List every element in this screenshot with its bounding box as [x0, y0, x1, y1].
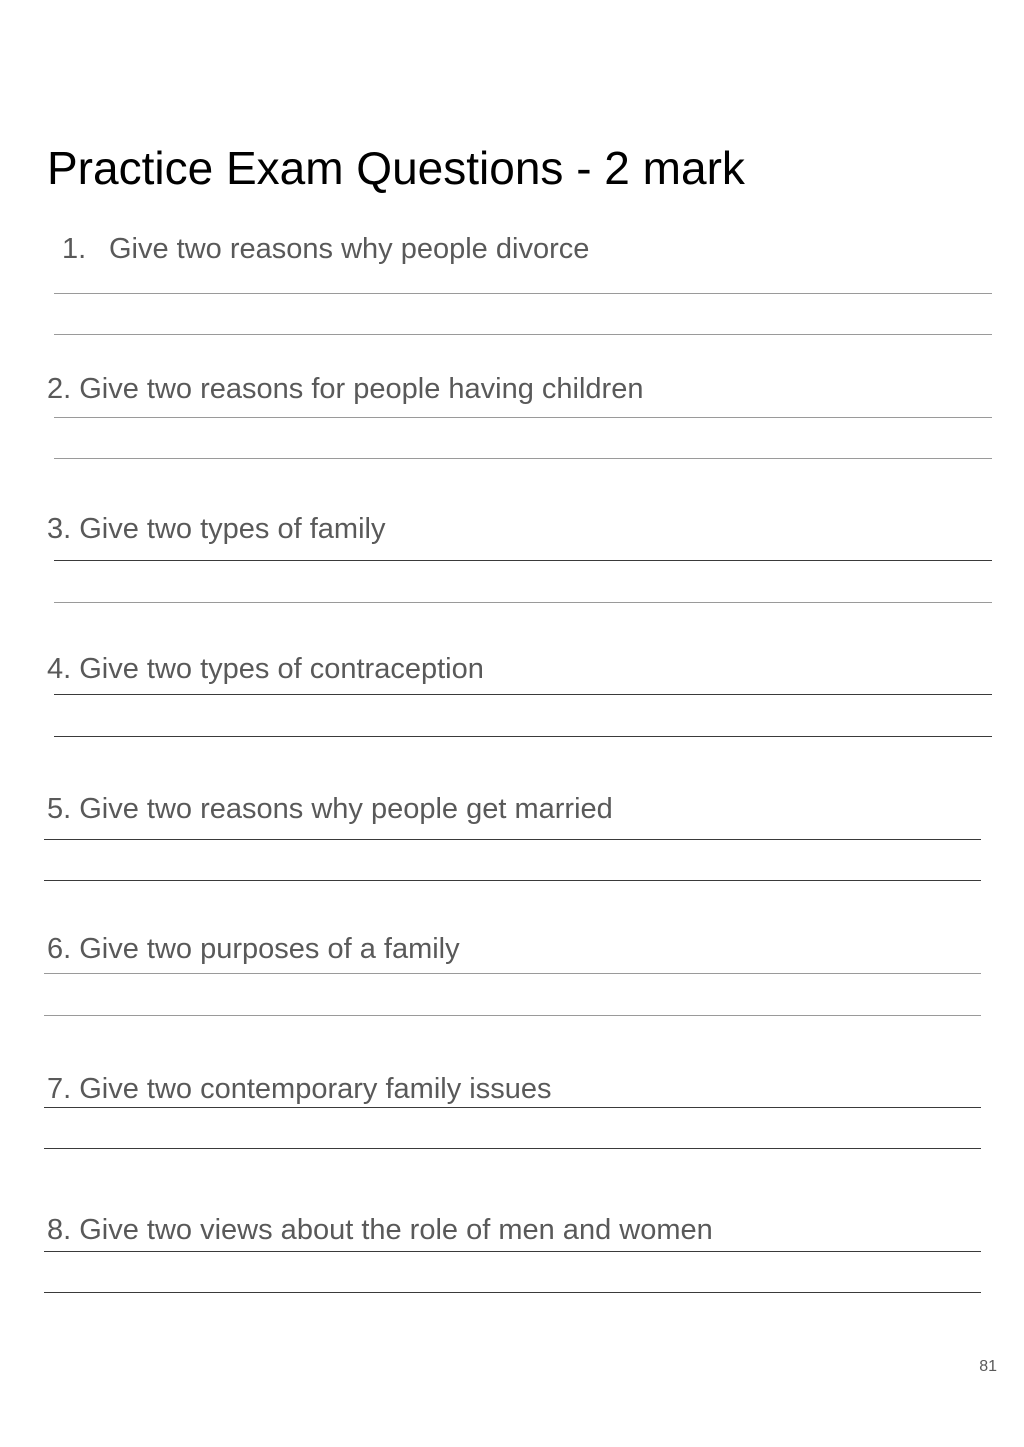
answer-line-4a: [54, 694, 992, 695]
question-5-text: 5. Give two reasons why people get married: [47, 793, 613, 825]
answer-line-8b: [44, 1292, 981, 1293]
answer-line-6a: [44, 973, 981, 974]
question-8-text: 8. Give two views about the role of men and women: [47, 1214, 713, 1246]
question-1-text: Give two reasons why people divorce: [109, 233, 590, 265]
page-number: 81: [979, 1358, 997, 1375]
answer-line-8a: [44, 1251, 981, 1252]
page-title: Practice Exam Questions - 2 mark: [47, 142, 745, 194]
answer-line-4b: [54, 736, 992, 737]
answer-line-1a: [54, 293, 992, 294]
answer-line-6b: [44, 1015, 981, 1016]
answer-line-2b: [54, 458, 992, 459]
question-6-text: 6. Give two purposes of a family: [47, 933, 460, 965]
answer-line-3b: [54, 602, 992, 603]
question-7-text: 7. Give two contemporary family issues: [47, 1073, 552, 1105]
answer-line-2a: [54, 417, 992, 418]
answer-line-5a: [44, 839, 981, 840]
answer-line-7b: [44, 1148, 981, 1149]
answer-line-7a: [44, 1107, 981, 1108]
answer-line-5b: [44, 880, 981, 881]
answer-line-3a: [54, 560, 992, 561]
question-3-text: 3. Give two types of family: [47, 513, 386, 545]
question-4-text: 4. Give two types of contraception: [47, 653, 484, 685]
answer-line-1b: [54, 334, 992, 335]
question-2-text: 2. Give two reasons for people having children: [47, 373, 644, 405]
question-1-number: 1.: [62, 233, 87, 265]
